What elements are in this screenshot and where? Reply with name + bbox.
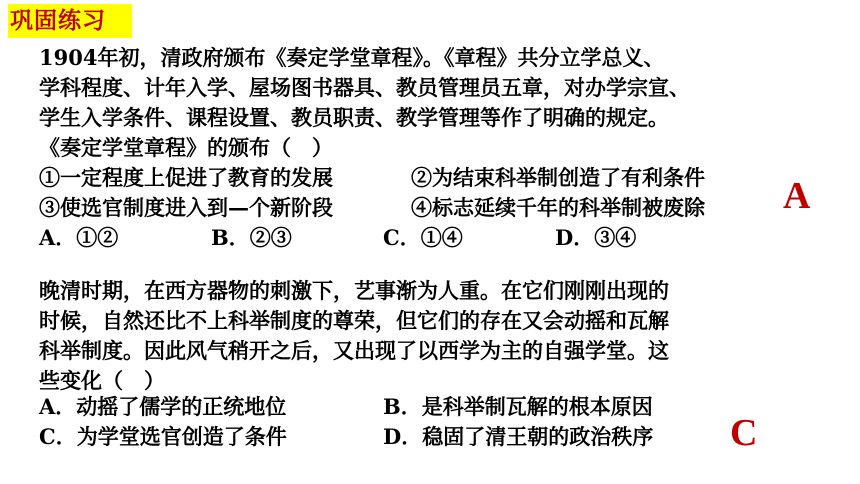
question-2-line: 晚清时期，在西方器物的刺激下，艺事渐为人重。在它们刚刚出现的 [39,278,669,303]
question-1-option-b: B．②③ [211,225,292,250]
question-1-statement-3: ③使选官制度进入到—个新阶段 [39,195,333,220]
question-1-option-a: A．①② [39,225,119,250]
question-2-option-b: B．是科举制瓦解的根本原因 [383,394,653,419]
question-1-statement-4: ④标志延续千年的科举制被废除 [411,195,705,220]
question-1-line: 学科程度、计年入学、屋场图书器具、教员管理员五章，对办学宗宣、 [39,75,690,100]
question-2-option-d: D．稳固了清王朝的政治秩序 [383,424,654,449]
question-1-line: 《奏定学堂章程》的颁布（ ） [39,135,333,160]
question-2-line: 时候，自然还比不上科举制度的尊荣，但它们的存在又会动摇和瓦解 [39,308,669,333]
question-2-option-c: C．为学堂选官创造了条件 [39,424,287,449]
question-1-statement-1: ①一定程度上促进了教育的发展 [39,165,333,190]
question-1-answer: A [783,175,811,217]
section-title: 巩固练习 [8,4,132,38]
question-2-stem [39,276,669,396]
question-1-statement-2: ②为结束科举制创造了有利条件 [411,165,705,190]
question-1-option-d: D．③④ [555,225,637,250]
question-2-option-a: A．动摇了儒学的正统地位 [39,394,287,419]
question-1-stem [39,43,690,163]
question-2-line: 些变化（ ） [39,368,165,393]
question-2-line: 科举制度。因此风气稍开之后，又出现了以西学为主的自强学堂。这 [39,338,669,363]
question-1-line: 学生入学条件、课程设置、教员职责、教学管理等作了明确的规定。 [39,105,669,130]
question-1-line: 1904年初，清政府颁布《奏定学堂章程》。《章程》共分立学总义、 [39,45,665,70]
question-1-option-c: C．①④ [383,225,463,250]
question-2-answer: C [730,412,758,454]
